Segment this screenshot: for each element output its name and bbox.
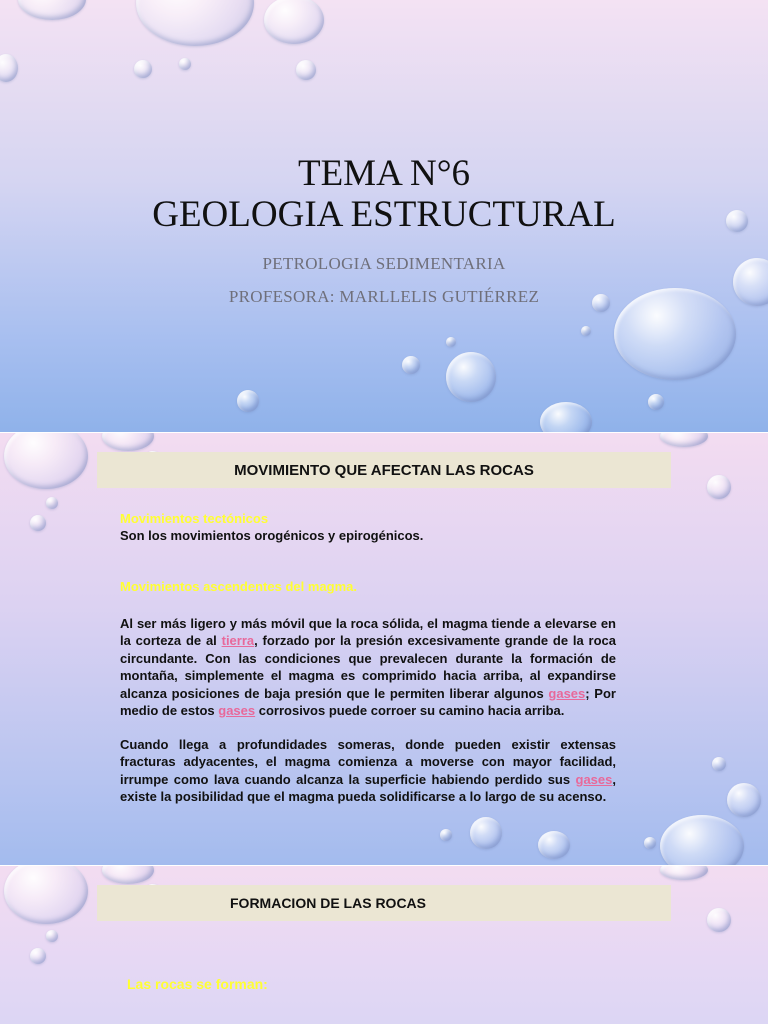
link-tierra[interactable]: tierra	[221, 633, 255, 649]
paragraph-text: Cuando llega a profundidades someras, donde pueden existir extensas fracturas adyacentes, el magma comienza a moverse con mayor facilidad, irrumpe como lava cuando alcanza la superficie habiendo perdido sus	[120, 737, 616, 787]
paragraph-text: Al ser más ligero y más móvil que la roca sólida, el magma tiende a elevarse en la corteza de al	[120, 616, 616, 649]
water-drop	[4, 866, 88, 924]
water-drop	[402, 356, 420, 374]
slide-subtitle-teacher: PROFESORA: MARLLELIS GUTIÉRREZ	[228, 287, 540, 306]
water-drop	[30, 515, 46, 531]
water-drop	[102, 866, 154, 884]
water-drop	[707, 475, 731, 499]
water-drop	[4, 433, 88, 489]
slide-subtitle-course: PETROLOGIA SEDIMENTARIA	[262, 254, 506, 273]
slide-heading	[97, 885, 671, 921]
water-drop	[727, 783, 761, 817]
water-drop	[179, 58, 191, 70]
water-drop	[46, 497, 58, 509]
slide-title-line2: GEOLOGIA ESTRUCTURAL	[152, 194, 616, 235]
paragraph-magma	[120, 615, 616, 719]
water-drop	[46, 930, 58, 942]
water-drop	[470, 817, 502, 849]
paragraph-text: , forzado por la presión excesivamente grande de la roca circundante. Con las condiciones que prevalecen durante la formación de montaña, simplemente el magma es comprimido hacia arriba, al expandirse alcanza posiciones de baja presión que le permiten liberar algunos	[120, 633, 617, 701]
section-title-magma: Movimientos ascendentes del magma.	[120, 579, 357, 594]
water-drop	[540, 402, 592, 432]
content-slide-formation	[0, 866, 768, 1024]
water-drop	[648, 394, 664, 410]
section-title-formation: Las rocas se forman:	[127, 976, 268, 992]
water-drop	[538, 831, 570, 859]
water-drop	[30, 948, 46, 964]
title-slide	[0, 0, 768, 432]
water-drop	[644, 837, 656, 849]
water-drop	[0, 54, 18, 82]
water-drop	[581, 326, 591, 336]
water-drop	[446, 337, 456, 347]
water-drop	[446, 352, 496, 402]
paragraph-text: , existe la posibilidad que el magma pueda solidificarse a lo largo de su acenso.	[120, 771, 616, 805]
water-drop	[136, 0, 254, 46]
water-drop	[102, 433, 154, 451]
link-gases[interactable]: gases	[575, 771, 613, 787]
paragraph-text: corrosivos puede corroer su camino hacia arriba.	[255, 703, 565, 719]
water-drop	[440, 829, 452, 841]
water-drop	[707, 908, 731, 932]
water-drop	[660, 433, 708, 447]
water-drop	[18, 0, 86, 20]
water-drop	[237, 390, 259, 412]
link-gases[interactable]: gases	[218, 703, 256, 719]
paragraph-lava	[120, 736, 616, 806]
water-drop	[660, 866, 708, 880]
slide-title-line1: TEMA N°6	[297, 153, 471, 194]
water-drop	[712, 757, 726, 771]
content-slide-movements	[0, 433, 768, 865]
water-drop	[296, 60, 316, 80]
water-drop	[264, 0, 324, 44]
link-gases[interactable]: gases	[548, 685, 586, 701]
slide-heading: MOVIMIENTO QUE AFECTAN LAS ROCAS	[97, 452, 671, 488]
paragraph-text: ; Por medio de estos	[120, 685, 616, 719]
water-drop	[134, 60, 152, 78]
section-text-tectonic: Son los movimientos orogénicos y epirogénicos.	[120, 528, 424, 543]
water-drop	[660, 815, 744, 865]
section-title-tectonic: Movimientos tectónicos	[120, 511, 269, 526]
slide-heading-text: FORMACION DE LAS ROCAS	[230, 895, 426, 911]
